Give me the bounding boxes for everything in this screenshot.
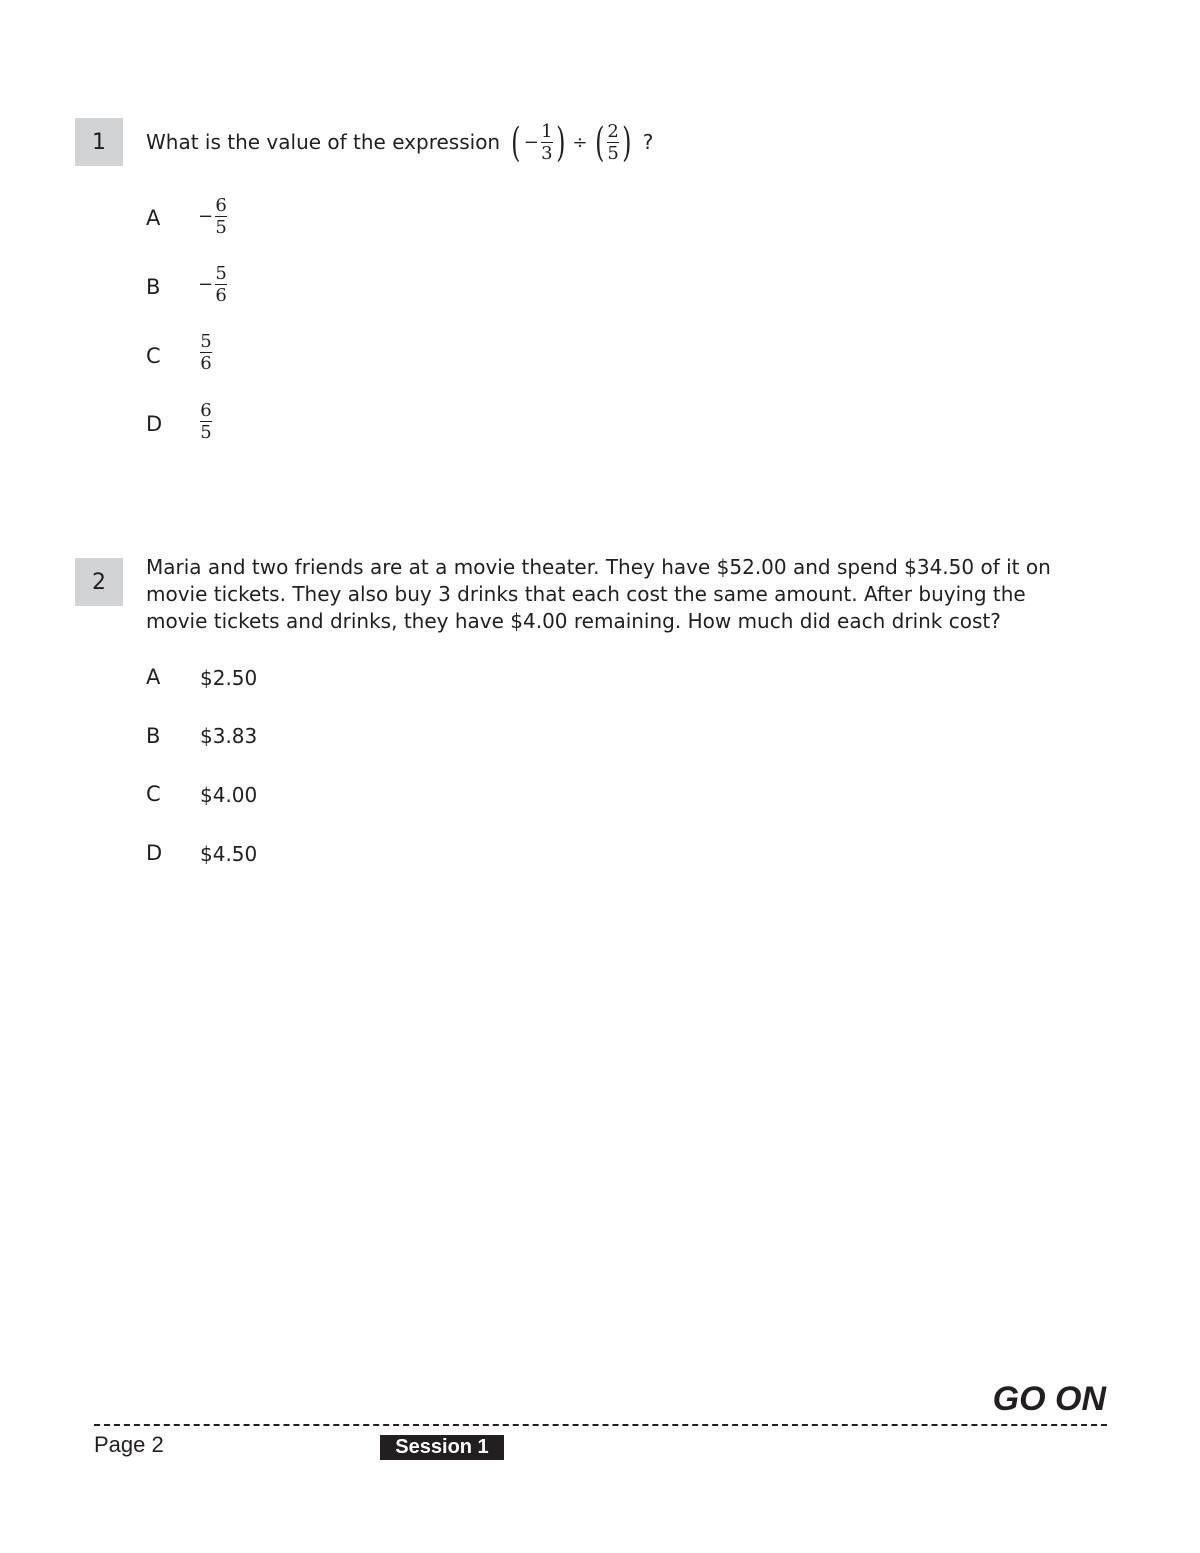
numerator: 6 <box>215 195 227 216</box>
choice-text: $3.83 <box>200 724 258 748</box>
choice-letter: D <box>146 412 163 436</box>
right-paren: ) <box>622 119 632 166</box>
go-on-label: GO ON <box>992 1380 1106 1418</box>
question-1-stem <box>146 119 654 166</box>
question-1-expression <box>508 119 654 166</box>
numerator: 5 <box>215 263 227 284</box>
choice-sign: − <box>198 274 214 295</box>
expr-operator: ÷ <box>572 132 588 153</box>
denominator: 6 <box>200 353 212 374</box>
expr-left-denominator: 3 <box>541 143 553 164</box>
expr-right-denominator: 5 <box>607 143 619 164</box>
choice-fraction <box>200 332 212 373</box>
question-1-prompt: What is the value of the expression <box>146 130 501 154</box>
denominator: 5 <box>200 422 212 443</box>
fraction <box>215 264 227 305</box>
choice-letter: A <box>146 206 161 230</box>
expr-question-mark: ? <box>642 130 654 154</box>
expr-left-sign: − <box>523 132 539 153</box>
numerator: 6 <box>200 400 212 421</box>
choice-fraction <box>200 401 212 442</box>
left-paren: ( <box>594 119 605 166</box>
expr-left-numerator: 1 <box>541 121 553 142</box>
question-number-1: 1 <box>75 118 123 166</box>
choice-letter: C <box>146 782 161 806</box>
choice-fraction <box>198 196 227 237</box>
question-2-line-1: Maria and two friends are at a movie theater. They have $52.00 and spend $34.50 of it on <box>146 555 1051 579</box>
choice-text: $2.50 <box>200 666 258 690</box>
question-2-stem <box>146 554 1051 635</box>
session-badge: Session 1 <box>380 1435 504 1460</box>
expr-right-fraction <box>607 122 619 163</box>
left-paren: ( <box>511 119 521 166</box>
choice-sign: − <box>198 206 214 227</box>
choice-letter: D <box>146 841 163 865</box>
choice-fraction <box>198 264 227 305</box>
choice-letter: A <box>146 665 161 689</box>
expr-left-fraction <box>541 122 553 163</box>
question-2-line-2: movie tickets. They also buy 3 drinks that each cost the same amount. After buying the <box>146 582 1026 606</box>
fraction <box>200 401 212 442</box>
fraction <box>200 332 212 373</box>
question-number-2: 2 <box>75 558 123 606</box>
choice-letter: B <box>146 275 161 299</box>
choice-text: $4.50 <box>200 842 258 866</box>
denominator: 6 <box>215 285 227 306</box>
question-2-line-3: movie tickets and drinks, they have $4.00 remaining. How much did each drink cost? <box>146 609 1001 633</box>
expr-right-numerator: 2 <box>607 121 619 142</box>
footer-divider <box>94 1424 1107 1426</box>
choice-letter: C <box>146 344 161 368</box>
choice-text: $4.00 <box>200 783 258 807</box>
numerator: 5 <box>200 331 212 352</box>
right-paren: ) <box>555 119 566 166</box>
choice-letter: B <box>146 724 161 748</box>
denominator: 5 <box>215 217 227 238</box>
fraction <box>215 196 227 237</box>
page-number: Page 2 <box>94 1432 164 1457</box>
